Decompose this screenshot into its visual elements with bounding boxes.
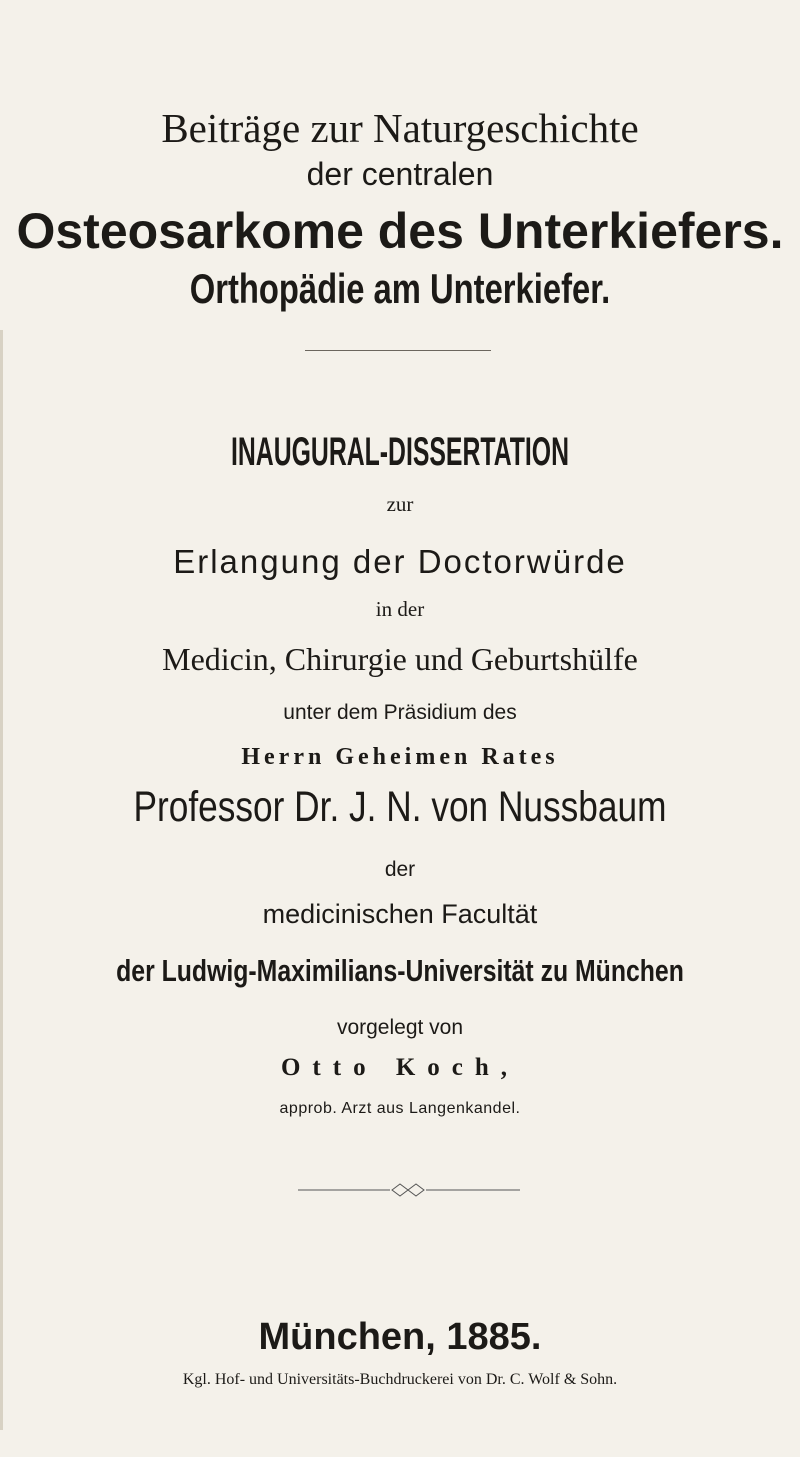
main-title: Osteosarkome des Unterkiefers. <box>16 203 784 259</box>
purpose-text: Erlangung der Doctorwürde <box>173 543 627 580</box>
dissertation-heading: INAUGURAL-DISSERTATION <box>231 430 569 474</box>
zur-text: zur <box>386 492 414 516</box>
ornament-divider <box>0 1180 800 1200</box>
subtitle: Orthopädie am Unterkiefer. <box>189 265 611 312</box>
printer-text: Kgl. Hof- und Universitäts-Buchdruckerei von Dr. C. Wolf & Sohn. <box>182 1371 618 1388</box>
author-name: Otto Koch, <box>280 1054 520 1081</box>
title-line-1: Beiträge zur Naturgeschichte <box>161 105 639 151</box>
in-der-text: in der <box>375 597 425 621</box>
der-text: der <box>384 858 416 881</box>
title-line-2: der centralen <box>306 156 494 192</box>
divider-rule <box>305 350 491 351</box>
author-info: approb. Arzt aus Langenkandel. <box>279 1100 521 1117</box>
presidium-text: unter dem Präsidium des <box>283 701 517 724</box>
university-text: der Ludwig-Maximilians-Universität zu München <box>116 953 684 988</box>
place-year: München, 1885. <box>258 1316 542 1358</box>
fields-text: Medicin, Chirurgie und Geburtshülfe <box>162 641 638 677</box>
rank-text: Herrn Geheimen Rates <box>241 744 559 770</box>
faculty-text: medicinischen Facultät <box>262 899 538 929</box>
professor-name: Professor Dr. J. N. von Nussbaum <box>133 783 667 831</box>
submitted-text: vorgelegt von <box>336 1016 464 1039</box>
